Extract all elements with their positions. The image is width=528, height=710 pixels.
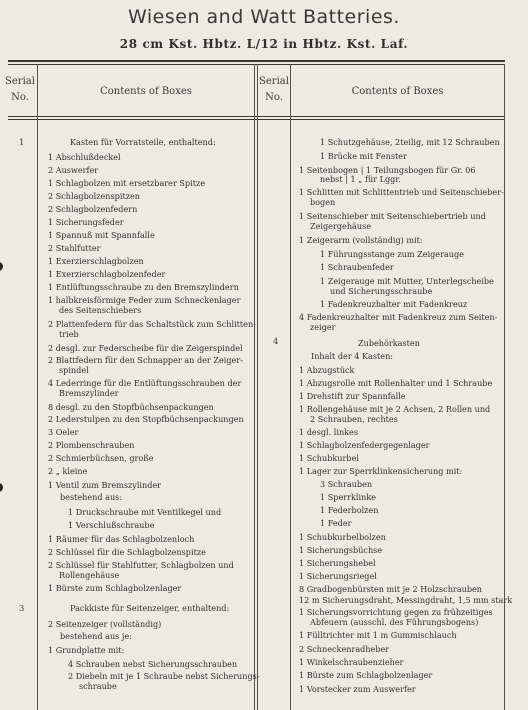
left-line: 1 Ventil zum Bremszylinder <box>48 480 162 490</box>
right-line: 1 Fülltrichter mit 1 m Gummischlauch <box>299 630 457 640</box>
left-line: 2 „ kleine <box>48 466 88 476</box>
left-line: 2 Stahlfutter <box>48 243 101 253</box>
serial-label: Serial <box>5 76 35 87</box>
right-line: 1 Federbolzen <box>320 505 379 515</box>
left-line: 2 Schlagbolzenfedern <box>48 204 138 214</box>
right-line: Zubehörkasten <box>358 338 420 348</box>
left-line: 1 Schlagbolzen mit ersetzbarer Spitze <box>48 178 206 188</box>
left-line: 3 Oeler <box>48 427 79 437</box>
binder-hole <box>0 262 3 271</box>
left-line: schraube <box>79 681 117 691</box>
left-line: 2 Lederstulpen zu den Stopfbüchsenpackungen <box>48 414 244 424</box>
left-line: 1 Verschlußschraube <box>68 520 155 530</box>
left-line: 2 Schmierbüchsen, große <box>48 453 154 463</box>
left-line: Bremszylinder <box>59 388 119 398</box>
serial-no-label: No. <box>265 92 283 103</box>
left-line: 1 Sicherungsfeder <box>48 217 124 227</box>
left-line: Packkiste für Seitenzeiger, enthaltend: <box>70 603 230 613</box>
right-line: 1 Vorstecker zum Auswerfer <box>299 684 416 694</box>
right-line: bogen <box>310 197 336 207</box>
right-line: 1 Führungsstange zum Zeigerauge <box>320 249 464 259</box>
right-line: 1 Lager zur Sperrklinkensicherung mit: <box>299 466 463 476</box>
left-line: 1 Entlüftungsschraube zu den Bremszylindern <box>48 282 239 292</box>
left-line: 2 Plattenfedern für das Schaltstück zum Schlitten- <box>48 319 256 329</box>
contents-header-left: Contents of Boxes <box>100 86 192 97</box>
left-line: 2 Blattfedern für den Schnapper an der Zeiger- <box>48 355 243 365</box>
right-line: 1 Schlagbolzenfedergegenlager <box>299 440 430 450</box>
right-line: Abfeuern (ausschl. des Führungsbogens) <box>310 617 479 627</box>
right-line: 1 Seitenschieber mit Seitenschiebertrieb und <box>299 211 486 221</box>
right-line: 1 Sicherungsriegel <box>299 571 377 581</box>
right-line: 1 Winkelschraubenzieher <box>299 657 404 667</box>
left-line: 2 Seitenzeiger (vollständig) <box>48 619 162 629</box>
left-line: 4 Schrauben nebst Sicherungsschrauben <box>68 659 238 669</box>
right-line: nebst | 1 „ für Lggr. <box>320 174 401 184</box>
right-line: zeiger <box>310 322 336 332</box>
right-line: 1 Schutzgehäuse, 2teilig, mit 12 Schrauben <box>320 137 500 147</box>
right-line: 1 Schubkurbel <box>299 453 359 463</box>
right-line: 1 Schraubenfeder <box>320 262 394 272</box>
right-line: 1 Schubkurbelbolzen <box>299 532 386 542</box>
right-line: 1 Sicherungsbüchse <box>299 545 383 555</box>
left-line: 4 Lederringe für die Entlüftungsschrauben der <box>48 378 242 388</box>
right-line: 1 Schlitten mit Schlittentrieb und Seitenschieber- <box>299 187 504 197</box>
right-line: 3 Schrauben <box>320 479 373 489</box>
serial-header-left <box>4 76 36 103</box>
left-line: 1 Bürste zum Schlagbolzenlager <box>48 583 182 593</box>
left-line: spindel <box>59 365 89 375</box>
left-line: 2 Plombenschrauben <box>48 440 135 450</box>
left-line: 1 Druckschraube mit Ventilkegel und <box>68 507 222 517</box>
right-line: 1 Seitenbogen | 1 Teilungsbogen für Gr. 06 <box>299 165 476 175</box>
right-line: 1 Zeigerauge mit Mutter, Unterlegscheibe <box>320 276 494 286</box>
right-line: 1 Sicherungshebel <box>299 558 376 568</box>
page-right-edge <box>504 64 505 710</box>
left-line: 8 desgl. zu den Stopfbüchsenpackungen <box>48 402 214 412</box>
left-line: Rollengehäuse <box>59 570 120 580</box>
right-line: 1 Sperrklinke <box>320 492 376 502</box>
right-line: 1 Zeigerarm (vollständig) mit: <box>299 235 423 245</box>
right-line: 2 Schneckenradheber <box>299 644 390 654</box>
left-line: 1 Exerzierschlagbolzen <box>48 256 144 266</box>
serial-number: 3 <box>19 603 25 613</box>
right-line: 1 Feder <box>320 518 352 528</box>
left-line: 2 Schlüssel für die Schlagbolzenspitze <box>48 547 206 557</box>
serial-number: 1 <box>19 137 25 147</box>
column-divider-center-b <box>257 64 258 710</box>
column-divider-center-a <box>254 64 255 710</box>
document-subtitle: 28 cm Kst. Hbtz. L/12 in Hbtz. Kst. Laf. <box>119 37 409 51</box>
right-line: und Sicherungsschraube <box>330 286 433 296</box>
left-line: 1 Abschlußdeckel <box>48 152 121 162</box>
right-line: 1 desgl. linkes <box>299 427 358 437</box>
left-line: bestehend aus je: <box>60 631 132 641</box>
serial-header-right <box>258 76 290 103</box>
right-line: 2 Schrauben, rechtes <box>310 414 398 424</box>
right-line: 1 Abzugsrolle mit Rollenhalter und 1 Schraube <box>299 378 493 388</box>
right-line: 1 Brücke mit Fenster <box>320 151 407 161</box>
binder-hole <box>0 483 3 492</box>
left-line: 1 Exerzierschlagbolzenfeder <box>48 269 166 279</box>
right-line: 8 Gradbogenbürsten mit je 2 Holzschrauben <box>299 584 483 594</box>
left-line: 1 Grundplatte mit: <box>48 645 125 655</box>
left-line: 2 Schlagbolzenspitzen <box>48 191 140 201</box>
right-line: 1 Sicherungsvorrichtung gegen zu frühzeitiges <box>299 607 493 617</box>
right-line: 4 Fadenkreuzhalter mit Fadenkreuz zum Seiten- <box>299 312 498 322</box>
right-line: 1 Abzugstück <box>299 365 355 375</box>
left-line: 1 halbkreisförmige Feder zum Schneckenlager <box>48 295 241 305</box>
serial-number: 4 <box>273 336 279 346</box>
column-divider-left-serial <box>37 64 38 710</box>
left-line: 2 desgl. zur Federscheibe für die Zeigerspindel <box>48 343 243 353</box>
left-line: bestehend aus: <box>60 492 123 502</box>
left-line: 2 Auswerfer <box>48 165 99 175</box>
document-title: Wiesen and Watt Batteries. <box>128 6 400 28</box>
right-line: 1 Rollengehäuse mit je 2 Achsen, 2 Rollen und <box>299 404 491 414</box>
right-line: 1 Fadenkreuzhalter mit Fadenkreuz <box>320 299 468 309</box>
left-line: 2 Diebeln mit je 1 Schraube nebst Sicherungs- <box>68 671 260 681</box>
left-line: trieb <box>59 329 79 339</box>
left-line: des Seitenschiebers <box>59 305 142 315</box>
left-line: 2 Schlüssel für Stahlfutter, Schlagbolzen und <box>48 560 234 570</box>
right-line: Inhalt der 4 Kasten: <box>311 351 394 361</box>
left-line: Kasten für Vorratsteile, enthaltend: <box>70 137 216 147</box>
top-rule-thick <box>8 60 505 62</box>
serial-no-label: No. <box>11 92 29 103</box>
right-line: 12 m Sicherungsdraht, Messingdraht, 1,5 mm stark <box>299 595 513 605</box>
right-line: 1 Bürste zum Schlagbolzenlager <box>299 670 433 680</box>
serial-label: Serial <box>259 76 289 87</box>
left-line: 1 Spannuß mit Spannfalle <box>48 230 155 240</box>
contents-header-right: Contents of Boxes <box>351 86 444 97</box>
left-line: 1 Räumer für das Schlagbolzenloch <box>48 534 195 544</box>
column-divider-right-serial <box>290 64 291 710</box>
right-line: Zeigergehäuse <box>310 221 372 231</box>
right-line: 1 Drehstift zur Spannfalle <box>299 391 406 401</box>
